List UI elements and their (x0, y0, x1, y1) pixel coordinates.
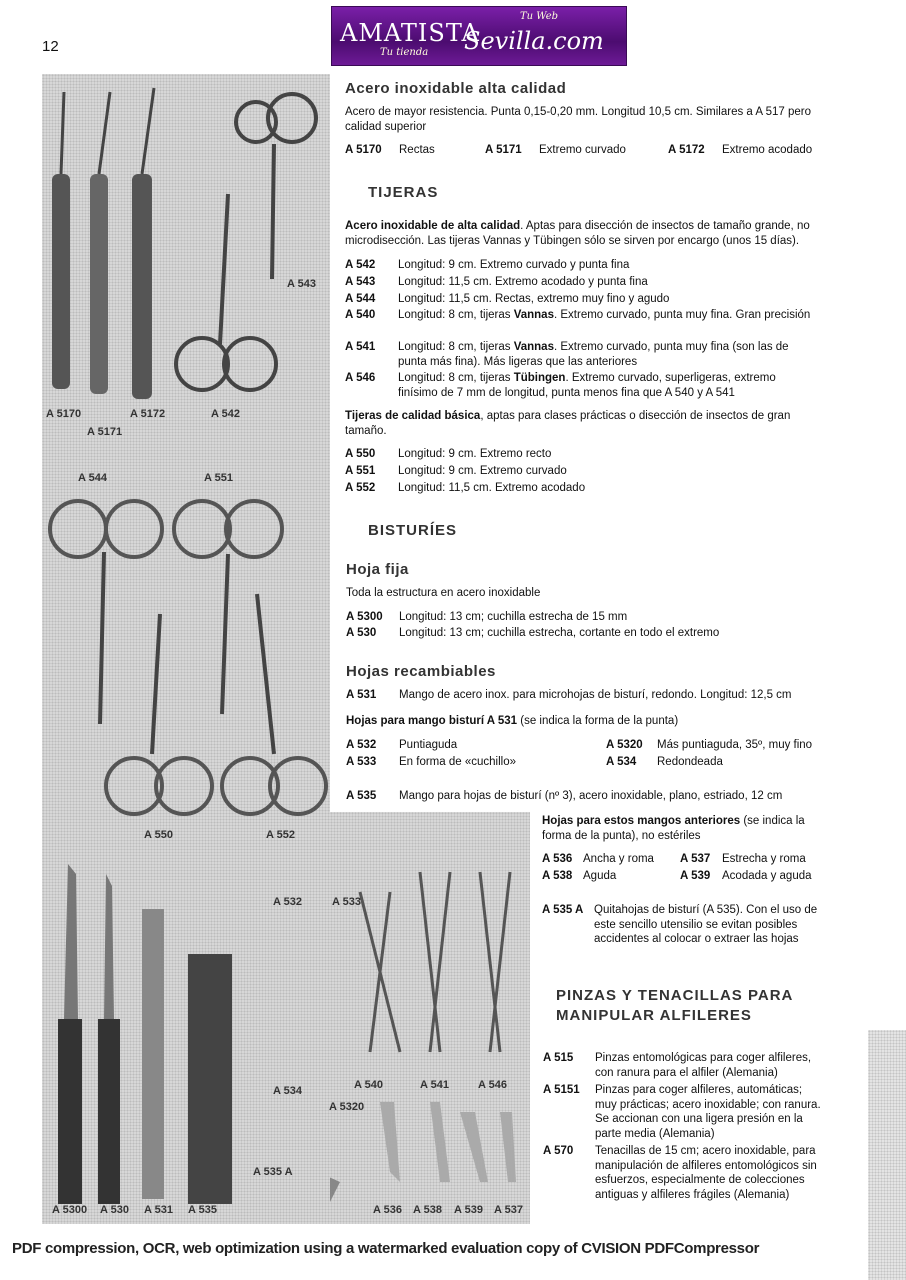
logo-brand: AMATISTA (340, 19, 480, 47)
blade-remover-icon (330, 1142, 340, 1202)
blades-illustration (330, 812, 530, 1224)
photo-label: A 536 (373, 1204, 402, 1216)
photo-label: A 544 (78, 472, 107, 484)
photo-label: A 5320 (329, 1101, 365, 1113)
photo-label: A 5172 (130, 408, 166, 420)
item-code: A 5171 (485, 144, 522, 156)
acero-desc: Acero de mayor resistencia. Punta 0,15-0,20 mm. Longitud 10,5 cm. Similares a A 517 pero calidad superior (345, 106, 811, 133)
hojas-mango-531: Hojas para mango bisturí A 531 (se indica la forma de la punta) (346, 715, 679, 727)
subsection-hoja-fija: Hoja fija (346, 561, 409, 578)
pincers-icon (480, 872, 510, 1052)
photo-label: A 550 (144, 829, 173, 841)
section-title-tijeras: TIJERAS (368, 184, 439, 201)
photo-label: A 540 (354, 1079, 383, 1091)
photo-label: A 542 (211, 408, 240, 420)
instruments-photo (42, 74, 330, 1224)
item-desc: Extremo acodado (722, 144, 813, 156)
scalpel-handle-icon (188, 954, 232, 1204)
logo-sub2: Tu tienda (380, 47, 429, 58)
item-code: A 5170 (345, 144, 382, 156)
photo-label: A 5300 (52, 1204, 88, 1216)
item-code: A 5172 (668, 144, 705, 156)
photo-label: A 543 (287, 278, 316, 290)
photo-label: A 552 (266, 829, 295, 841)
photo-label: A 534 (273, 1085, 302, 1097)
scissors-icon (106, 758, 162, 814)
photo-label: A 539 (454, 1204, 483, 1216)
logo-sub1: Tu Web (520, 11, 559, 22)
blade-icon (380, 1102, 400, 1182)
scissors-icon (176, 338, 228, 390)
scissors-icon (174, 501, 230, 557)
pincers-icon (360, 892, 400, 1052)
item-desc: Extremo curvado (539, 144, 626, 156)
page-number: 12 (42, 38, 59, 55)
hoja-fija-desc: Toda la estructura en acero inoxidable (346, 587, 541, 599)
blade-icon (500, 1112, 516, 1182)
logo[interactable] (331, 6, 627, 66)
section-title-pinzas-2: MANIPULAR ALFILERES (556, 1007, 752, 1024)
section-title-bisturies: BISTURÍES (368, 522, 458, 539)
scalpel-handle-icon (142, 909, 164, 1199)
section-title-acero: Acero inoxidable alta calidad (345, 80, 567, 97)
blades-photo (330, 812, 530, 1224)
subsection-hojas-recambiables: Hojas recambiables (346, 663, 496, 680)
photo-label: A 530 (100, 1204, 129, 1216)
scalpel-icon (58, 1019, 82, 1204)
forceps-icon (90, 174, 108, 394)
acero-items (345, 143, 825, 158)
photo-label: A 532 (273, 896, 302, 908)
photo-label: A 538 (413, 1204, 442, 1216)
forceps-icon (132, 174, 152, 399)
scalpel-icon (98, 1019, 120, 1204)
edge-strip (868, 1030, 906, 1280)
photo-label: A 5170 (46, 408, 82, 420)
photo-label: A 535 A (253, 1166, 293, 1178)
blade-icon (430, 1102, 450, 1182)
logo-script: Sevilla.com (464, 27, 604, 55)
photo-label: A 535 (188, 1204, 217, 1216)
scissors-icon (50, 501, 106, 557)
instruments-illustration (42, 74, 330, 1224)
watermark-footer: PDF compression, OCR, web optimization using a watermarked evaluation copy of CVISION PDFCompressor (12, 1240, 760, 1257)
photo-label: A 546 (478, 1079, 507, 1091)
tijeras-intro: Acero inoxidable de alta calidad. Aptas para disección de insectos de tamaño grande, no microdisección. Las tijeras Vannas y Tübingen sólo se sirven por encargo (unos 15 días). (345, 220, 810, 247)
photo-label: A 533 (332, 896, 361, 908)
photo-label: A 537 (494, 1204, 523, 1216)
pincers-icon (420, 872, 450, 1052)
photo-label: A 5171 (87, 426, 123, 438)
section-title-pinzas: PINZAS Y TENACILLAS PARA (556, 987, 794, 1004)
photo-label: A 551 (204, 472, 233, 484)
forceps-icon (52, 174, 70, 389)
hojas-mangos-anteriores: Hojas para estos mangos anteriores (se indica la forma de la punta), no estériles (542, 815, 805, 842)
photo-label: A 541 (420, 1079, 449, 1091)
item-desc: Rectas (399, 144, 435, 156)
photo-label: A 531 (144, 1204, 173, 1216)
tijeras-basic: Tijeras de calidad básica, aptas para clases prácticas o disección de insectos de gran tamaño. (345, 410, 791, 437)
blade-icon (460, 1112, 488, 1182)
